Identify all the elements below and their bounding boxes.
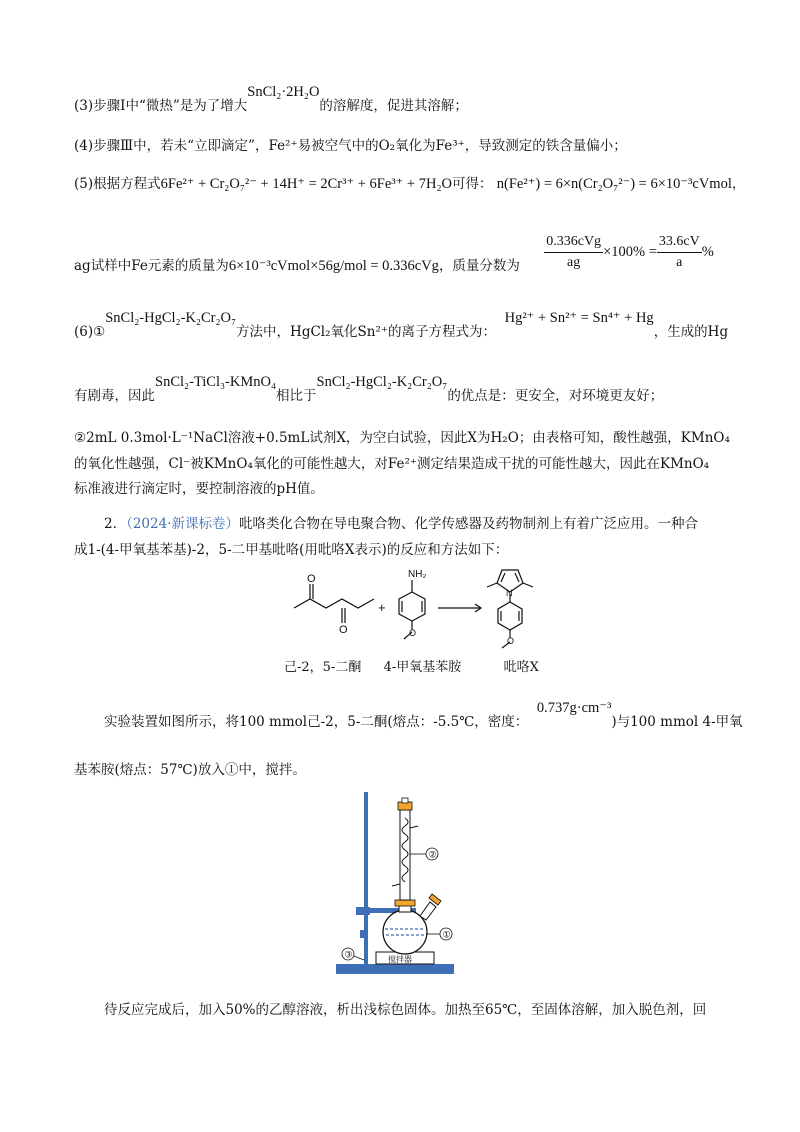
nh2-label: NH₂	[408, 569, 427, 580]
clamp-lower	[360, 930, 368, 938]
question-2-line2: 成1-(4-甲氧基苯基)-2，5-二甲基吡咯(用吡咯X表示)的反应和方法如下：	[74, 542, 509, 558]
paragraph-6c-3: 标准液进行滴定时，要控制溶液的pH值。	[74, 481, 324, 497]
plus-sign: +	[378, 600, 386, 615]
method-hgcl2: SnCl₂-HgCl₂-K₂Cr₂O₇	[105, 310, 237, 326]
paragraph-4: (4)步骤Ⅲ中，若未“立即滴定”，Fe²⁺易被空气中的O₂氧化为Fe³⁺，导致测定的铁含量偏小；	[74, 138, 627, 154]
formula-sncl2: SnCl₂·2H₂O	[247, 84, 320, 100]
question-source: （2024·新课标卷）	[126, 516, 239, 532]
density-value: 0.737g·cm⁻³	[536, 700, 612, 716]
stirrer-label: 搅拌器	[388, 955, 412, 964]
paragraph-3: (3)步骤Ⅰ中“微热”是为了增大SnCl₂·2H₂O的溶解度，促进其溶解；	[74, 84, 468, 114]
label-3: ③	[344, 949, 353, 960]
method-ticl3: SnCl₂-TiCl₃-KMnO₄	[155, 374, 276, 390]
label-2: ②	[428, 849, 437, 860]
paragraph-6c-2: 的氧化性越强，Cl⁻被KMnO₄氧化的可能性越大，对Fe²⁺测定结果造成干扰的可能性越大，因此在KMnO₄	[74, 456, 710, 472]
reflux-condenser	[400, 810, 410, 900]
mass-equation: 6×10⁻³cVmol×56g/mol = 0.336cVg	[228, 258, 439, 274]
fraction-mass: $\frac{\text{0.336cVg}}{ag}$	[546, 234, 602, 270]
pyrrole-n-label: N	[506, 588, 513, 598]
apparatus-figure	[330, 788, 490, 980]
fraction-percent: $\frac{33.6cV}{a}$	[658, 234, 700, 270]
label-pyrrole-x: 吡咯X	[503, 660, 539, 675]
method-hgcl2-2: SnCl₂-HgCl₂-K₂Cr₂O₇	[316, 374, 448, 390]
hexanedione-structure	[294, 584, 374, 623]
hg-equation: Hg²⁺ + Sn²⁺ = Sn⁴⁺ + Hg	[504, 310, 654, 326]
experiment-line1: 实验装置如图所示，将100 mmol己-2，5-二酮(熔点：-5.5℃，密度： 0.737g·cm⁻³)与100 mmol 4-甲氧	[104, 700, 743, 730]
oxygen-label-2: O	[339, 624, 348, 636]
paragraph-6c-1: ②2mL 0.3mol·L⁻¹NaCl溶液+0.5mL试剂X，为空白试验，因此X为H₂O；由表格可知，酸性越强，KMnO₄	[74, 430, 730, 446]
mole-relation: n(Fe²⁺) = 6×n(Cr₂O₇²⁻) = 6×10⁻³cVmol	[496, 176, 732, 192]
question-2-line1: 2．（2024·新课标卷）吡咯类化合物在导电聚合物、化学传感器及药物制剂上有着广泛应用。一种合	[104, 516, 698, 532]
paragraph-5-mass: ag试样中Fe元素的质量为6×10⁻³cVmol×56g/mol = 0.336cVg，质量分数为 $\frac{\text{0.336cVg}}{ag}$ ×100% = $\frac{33.6cV}{a}$ %	[74, 234, 714, 274]
experiment-line2: 基苯胺(熔点：57℃)放入①中，搅拌。	[74, 762, 306, 778]
stand-base	[336, 964, 454, 974]
reaction-arrow	[438, 604, 481, 612]
methoxy-oxygen-2: O	[507, 636, 515, 646]
methoxy-oxygen-1: O	[409, 628, 417, 638]
redox-equation: 6Fe²⁺ + Cr₂O₇²⁻ + 14H⁺ = 2Cr³⁺ + 6Fe³⁺ + 7H₂O	[160, 176, 452, 192]
joint-stopper	[395, 900, 415, 906]
label-1: ①	[442, 929, 451, 940]
last-paragraph: 待反应完成后，加入50%的乙醇溶液，析出浅棕色固体。加热至65℃，至固体溶解，加入脱色剂，回	[104, 1002, 707, 1018]
stand-rod	[364, 792, 368, 964]
oxygen-label-1: O	[307, 573, 316, 585]
paragraph-5: (5)根据方程式6Fe²⁺ + Cr₂O₇²⁻ + 14H⁺ = 2Cr³⁺ + 6Fe³⁺ + 7H₂O可得： n(Fe²⁺) = 6×n(Cr₂O₇²⁻) = 6×10⁻³cVmol，	[74, 176, 746, 192]
scheme-label-row	[284, 658, 539, 678]
paragraph-6: (6)①SnCl₂-HgCl₂-K₂Cr₂O₇方法中，HgCl₂氧化Sn²⁺的离子方程式为： Hg²⁺ + Sn²⁺ = Sn⁴⁺ + Hg，生成的Hg	[74, 310, 729, 340]
label-methoxyaniline: 4-甲氧基苯胺	[383, 660, 462, 675]
label-hexanedione: 己-2，5-二酮	[284, 660, 362, 675]
paragraph-6b: 有剧毒，因此SnCl₂-TiCl₃-KMnO₄相比于SnCl₂-HgCl₂-K₂Cr₂O₇的优点是：更安全，对环境更友好；	[74, 374, 664, 404]
